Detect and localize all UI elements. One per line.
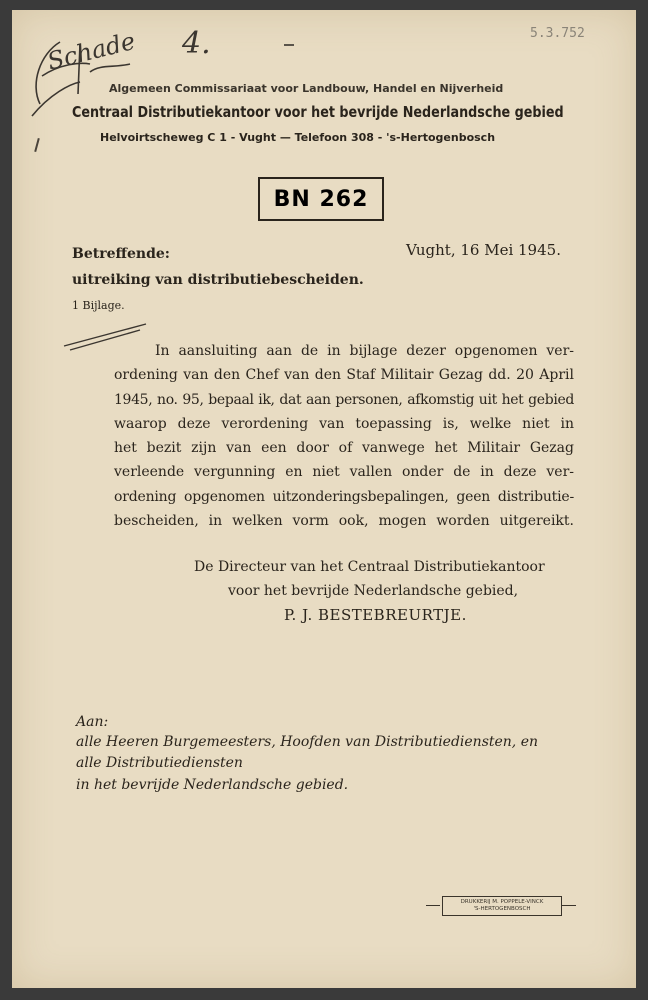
body-line: ordening opgenomen uitzonderingsbepalingen, geen distributie-: [114, 488, 574, 505]
addressee-line: alle Heeren Burgemeesters, Hoofden van Distributiediensten, en: [76, 734, 539, 750]
document-page: [12, 10, 636, 988]
stray-mark: [284, 44, 294, 46]
subject-text: uitreiking van distributiebescheiden.: [72, 272, 364, 288]
body-line: In aansluiting aan de in bijlage dezer opgenomen ver-: [155, 343, 574, 359]
body-line: waarop deze verordening van toepassing is, welke niet in: [114, 415, 574, 432]
printer-mark: [442, 896, 562, 916]
place-date: Vught, 16 Mei 1945.: [406, 241, 561, 259]
printer-mark-rule: [426, 905, 440, 906]
printer-mark-rule: [562, 905, 576, 906]
signature-line-1: De Directeur van het Centraal Distributiekantoor: [194, 559, 545, 575]
letterhead-org: Algemeen Commissariaat voor Landbouw, Handel en Nijverheid: [109, 82, 504, 95]
addressee-line: in het bevrijde Nederlandsche gebied.: [76, 777, 349, 793]
printer-mark-line: 'S-HERTOGENBOSCH: [473, 906, 531, 912]
body-paragraph: [114, 339, 574, 533]
addressee-line: alle Distributiediensten: [76, 755, 243, 771]
handwritten-number: 4.: [182, 26, 211, 61]
subject-label: Betreffende:: [72, 246, 170, 262]
addressee-label: Aan:: [76, 714, 109, 730]
body-line: bescheiden, in welken vorm ook, mogen worden uitgereikt.: [114, 513, 574, 530]
letterhead-office: Centraal Distributiekantoor voor het bevrijde Nederlandsche gebied: [72, 103, 564, 121]
stamp-number: 5.3.752: [530, 26, 585, 41]
signature-name: P. J. BESTEBREURTJE.: [284, 606, 467, 624]
body-line: 1945, no. 95, bepaal ik, dat aan personen, afkomstig uit het gebied: [114, 391, 574, 408]
handwritten-note: Schade: [44, 26, 138, 76]
body-line: verleende vergunning en niet vallen onder de in deze ver-: [114, 464, 574, 481]
attachment-note: 1 Bijlage.: [72, 299, 125, 312]
stray-mark: [34, 138, 40, 152]
signature-line-2: voor het bevrijde Nederlandsche gebied,: [228, 583, 519, 599]
body-line: ordening van den Chef van den Staf Militair Gezag dd. 20 April: [114, 367, 574, 384]
letterhead-address: Helvoirtscheweg C 1 - Vught — Telefoon 308 - 's-Hertogenbosch: [100, 131, 496, 144]
reference-box: [258, 177, 384, 221]
printer-mark-line: DRUKKERIJ M. POPPELE-VINCK: [460, 899, 544, 905]
reference-code: BN 262: [273, 186, 369, 212]
body-line: het bezit zijn van een door of vanwege het Militair Gezag: [114, 440, 574, 457]
